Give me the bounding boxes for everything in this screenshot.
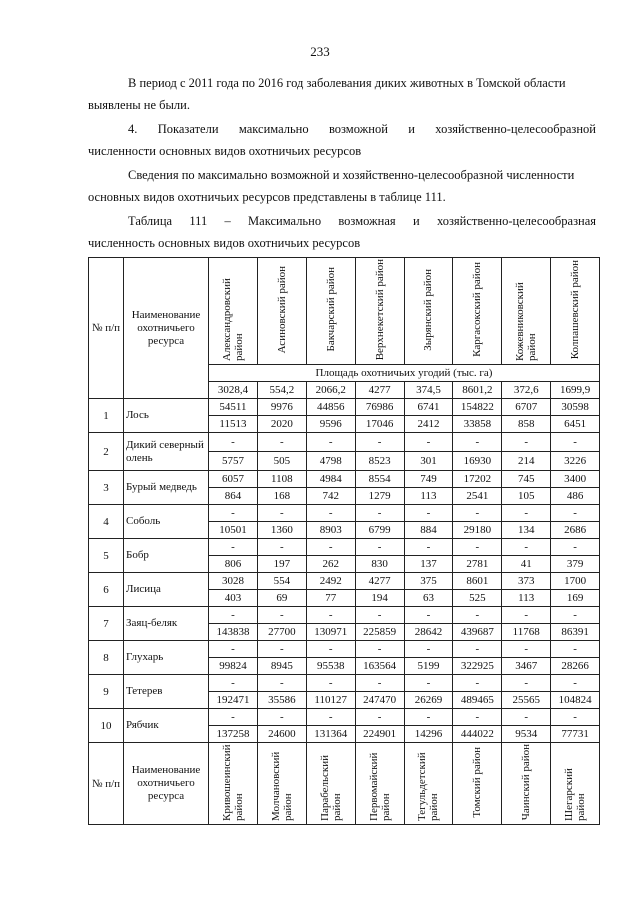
max-value-cell: - xyxy=(306,709,355,726)
table-row xyxy=(89,607,600,624)
resource-name: Заяц-беляк xyxy=(124,607,209,641)
eco-value-cell: 505 xyxy=(257,452,306,471)
eco-value-cell: 10501 xyxy=(209,522,258,539)
eco-value-cell: 1360 xyxy=(257,522,306,539)
table-row xyxy=(89,539,600,556)
resource-name: Бобр xyxy=(124,539,209,573)
eco-value-cell: 77 xyxy=(306,590,355,607)
district-header xyxy=(502,258,551,365)
eco-value-cell: 134 xyxy=(502,522,551,539)
max-value-cell: 54511 xyxy=(209,399,258,416)
eco-value-cell: 69 xyxy=(257,590,306,607)
row-number: 9 xyxy=(89,675,124,709)
eco-value-cell: 225859 xyxy=(355,624,404,641)
eco-value-cell: 29180 xyxy=(453,522,502,539)
max-value-cell: - xyxy=(209,607,258,624)
eco-value-cell: 28642 xyxy=(404,624,453,641)
eco-value-cell: 25565 xyxy=(502,692,551,709)
eco-value-cell: 163564 xyxy=(355,658,404,675)
eco-value-cell: 806 xyxy=(209,556,258,573)
eco-value-cell: 11768 xyxy=(502,624,551,641)
max-value-cell: 745 xyxy=(502,471,551,488)
max-value-cell: - xyxy=(355,607,404,624)
eco-value-cell: 486 xyxy=(551,488,600,505)
eco-value-cell: 830 xyxy=(355,556,404,573)
max-value-cell: - xyxy=(306,433,355,452)
max-value-cell: - xyxy=(551,433,600,452)
max-value-cell: - xyxy=(306,539,355,556)
district-name: Бакчарский район xyxy=(324,267,337,352)
area-label: Площадь охотничьих угодий (тыс. га) xyxy=(209,365,600,382)
num-header-repeat: № п/п xyxy=(89,743,124,825)
district-name: Кривошеинский район xyxy=(220,744,245,821)
paragraph-1-line-2: выявлены не были. xyxy=(88,98,190,112)
district-name: Колпашевский район xyxy=(569,259,582,360)
eco-value-cell: 99824 xyxy=(209,658,258,675)
resource-name: Рябчик xyxy=(124,709,209,743)
eco-value-cell: 4798 xyxy=(306,452,355,471)
max-value-cell: 1700 xyxy=(551,573,600,590)
eco-value-cell: 525 xyxy=(453,590,502,607)
eco-value-cell: 224901 xyxy=(355,726,404,743)
max-value-cell: - xyxy=(404,675,453,692)
max-value-cell: - xyxy=(453,675,502,692)
max-value-cell: - xyxy=(404,607,453,624)
max-value-cell: - xyxy=(257,607,306,624)
max-value-cell: - xyxy=(502,709,551,726)
max-value-cell: - xyxy=(453,607,502,624)
area-value: 1699,9 xyxy=(551,382,600,399)
max-value-cell: - xyxy=(551,675,600,692)
name-header-repeat: Наименование охотничьего ресурса xyxy=(124,743,209,825)
paragraph-3-line-2: основных видов охотничьих ресурсов представлены в таблице 111. xyxy=(88,190,446,204)
row-number: 8 xyxy=(89,641,124,675)
eco-value-cell: 113 xyxy=(502,590,551,607)
eco-value-cell: 403 xyxy=(209,590,258,607)
district-header xyxy=(209,258,258,365)
area-value: 372,6 xyxy=(502,382,551,399)
eco-value-cell: 24600 xyxy=(257,726,306,743)
table-row xyxy=(89,709,600,726)
max-value-cell: 6707 xyxy=(502,399,551,416)
table-row xyxy=(89,399,600,416)
eco-value-cell: 28266 xyxy=(551,658,600,675)
num-header: № п/п xyxy=(89,258,124,399)
eco-value-cell: 104824 xyxy=(551,692,600,709)
max-value-cell: - xyxy=(453,433,502,452)
eco-value-cell: 864 xyxy=(209,488,258,505)
paragraph-3-line-1: Сведения по максимально возможной и хозяйственно-целесообразной численности xyxy=(128,168,575,182)
max-value-cell: 4984 xyxy=(306,471,355,488)
eco-value-cell: 11513 xyxy=(209,416,258,433)
max-value-cell: - xyxy=(355,675,404,692)
max-value-cell: 30598 xyxy=(551,399,600,416)
eco-value-cell: 86391 xyxy=(551,624,600,641)
district-header xyxy=(453,258,502,365)
resource-name: Тетерев xyxy=(124,675,209,709)
page-number: 233 xyxy=(310,44,330,59)
footer-district-header xyxy=(257,743,306,825)
paragraph-2-line-2: численности основных видов охотничьих ресурсов xyxy=(88,144,362,158)
max-value-cell: - xyxy=(257,505,306,522)
district-name: Шегарский район xyxy=(563,768,588,821)
area-value: 2066,2 xyxy=(306,382,355,399)
eco-value-cell: 8903 xyxy=(306,522,355,539)
max-value-cell: - xyxy=(257,433,306,452)
eco-value-cell: 884 xyxy=(404,522,453,539)
footer-district-header xyxy=(404,743,453,825)
max-value-cell: - xyxy=(502,641,551,658)
max-value-cell: - xyxy=(502,505,551,522)
paragraph-2-line-1: 4. Показатели максимально возможной и хозяйственно-целесообразной xyxy=(128,122,596,136)
eco-value-cell: 17046 xyxy=(355,416,404,433)
max-value-cell: 9976 xyxy=(257,399,306,416)
max-value-cell: - xyxy=(502,539,551,556)
eco-value-cell: 439687 xyxy=(453,624,502,641)
max-value-cell: 6057 xyxy=(209,471,258,488)
area-value: 4277 xyxy=(355,382,404,399)
max-value-cell: - xyxy=(453,505,502,522)
row-number: 4 xyxy=(89,505,124,539)
eco-value-cell: 168 xyxy=(257,488,306,505)
name-header: Наименование охотничьего ресурса xyxy=(124,258,209,399)
district-name: Томский район xyxy=(471,746,484,818)
eco-value-cell: 8523 xyxy=(355,452,404,471)
district-header xyxy=(306,258,355,365)
district-name: Молчановский район xyxy=(269,751,294,821)
area-value: 374,5 xyxy=(404,382,453,399)
eco-value-cell: 322925 xyxy=(453,658,502,675)
max-value-cell: - xyxy=(257,539,306,556)
footer-district-header xyxy=(453,743,502,825)
max-value-cell: - xyxy=(502,433,551,452)
max-value-cell: - xyxy=(551,641,600,658)
max-value-cell: - xyxy=(355,505,404,522)
max-value-cell: - xyxy=(355,641,404,658)
district-name: Чаинский район xyxy=(520,743,533,821)
district-header xyxy=(355,258,404,365)
eco-value-cell: 192471 xyxy=(209,692,258,709)
area-value: 554,2 xyxy=(257,382,306,399)
eco-value-cell: 9534 xyxy=(502,726,551,743)
eco-value-cell: 247470 xyxy=(355,692,404,709)
max-value-cell: 154822 xyxy=(453,399,502,416)
max-value-cell: - xyxy=(209,641,258,658)
eco-value-cell: 379 xyxy=(551,556,600,573)
max-value-cell: 6741 xyxy=(404,399,453,416)
district-name: Первомайский район xyxy=(367,752,392,821)
district-header xyxy=(551,258,600,365)
eco-value-cell: 95538 xyxy=(306,658,355,675)
eco-value-cell: 858 xyxy=(502,416,551,433)
resource-name: Лось xyxy=(124,399,209,433)
max-value-cell: - xyxy=(306,675,355,692)
max-value-cell: - xyxy=(209,539,258,556)
max-value-cell: - xyxy=(404,539,453,556)
eco-value-cell: 742 xyxy=(306,488,355,505)
district-name: Кожевниковский район xyxy=(514,281,539,361)
eco-value-cell: 5757 xyxy=(209,452,258,471)
max-value-cell: 76986 xyxy=(355,399,404,416)
max-value-cell: - xyxy=(551,505,600,522)
paragraph-1-line-1: В период с 2011 года по 2016 год заболевания диких животных в Томской области xyxy=(128,76,566,90)
eco-value-cell: 9596 xyxy=(306,416,355,433)
max-value-cell: 3028 xyxy=(209,573,258,590)
district-name: Александровский район xyxy=(220,277,245,361)
eco-value-cell: 194 xyxy=(355,590,404,607)
row-number: 6 xyxy=(89,573,124,607)
max-value-cell: 17202 xyxy=(453,471,502,488)
eco-value-cell: 214 xyxy=(502,452,551,471)
resource-name: Дикий северный олень xyxy=(124,433,209,471)
footer-district-header xyxy=(551,743,600,825)
eco-value-cell: 26269 xyxy=(404,692,453,709)
district-name: Каргасокский район xyxy=(471,262,484,357)
max-value-cell: - xyxy=(502,675,551,692)
max-value-cell: 1108 xyxy=(257,471,306,488)
area-value: 3028,4 xyxy=(209,382,258,399)
max-value-cell: - xyxy=(404,433,453,452)
max-value-cell: - xyxy=(551,539,600,556)
footer-district-header xyxy=(306,743,355,825)
table-row xyxy=(89,641,600,658)
wildlife-population-table xyxy=(88,257,600,825)
eco-value-cell: 2781 xyxy=(453,556,502,573)
eco-value-cell: 6799 xyxy=(355,522,404,539)
max-value-cell: - xyxy=(257,675,306,692)
district-name: Асиновский район xyxy=(275,265,288,354)
max-value-cell: - xyxy=(502,607,551,624)
district-header xyxy=(404,258,453,365)
eco-value-cell: 110127 xyxy=(306,692,355,709)
max-value-cell: - xyxy=(404,641,453,658)
eco-value-cell: 8945 xyxy=(257,658,306,675)
footer-district-header xyxy=(502,743,551,825)
max-value-cell: - xyxy=(306,641,355,658)
area-value: 8601,2 xyxy=(453,382,502,399)
max-value-cell: 3400 xyxy=(551,471,600,488)
district-header xyxy=(257,258,306,365)
eco-value-cell: 444022 xyxy=(453,726,502,743)
table-footer-header-row xyxy=(89,743,600,825)
eco-value-cell: 143838 xyxy=(209,624,258,641)
resource-name: Соболь xyxy=(124,505,209,539)
eco-value-cell: 63 xyxy=(404,590,453,607)
table-caption-line-1: Таблица 111 – Максимально возможная и хозяйственно-целесообразная xyxy=(128,214,596,228)
eco-value-cell: 489465 xyxy=(453,692,502,709)
table-row xyxy=(89,675,600,692)
max-value-cell: - xyxy=(453,641,502,658)
footer-district-header xyxy=(209,743,258,825)
row-number: 1 xyxy=(89,399,124,433)
eco-value-cell: 2020 xyxy=(257,416,306,433)
max-value-cell: - xyxy=(404,709,453,726)
eco-value-cell: 41 xyxy=(502,556,551,573)
max-value-cell: - xyxy=(209,709,258,726)
max-value-cell: - xyxy=(257,641,306,658)
district-name: Верхнекетский район xyxy=(373,258,386,361)
table-row xyxy=(89,573,600,590)
max-value-cell: - xyxy=(355,539,404,556)
eco-value-cell: 2541 xyxy=(453,488,502,505)
eco-value-cell: 113 xyxy=(404,488,453,505)
max-value-cell: - xyxy=(306,505,355,522)
max-value-cell: 373 xyxy=(502,573,551,590)
eco-value-cell: 105 xyxy=(502,488,551,505)
max-value-cell: - xyxy=(209,675,258,692)
eco-value-cell: 130971 xyxy=(306,624,355,641)
max-value-cell: 375 xyxy=(404,573,453,590)
eco-value-cell: 16930 xyxy=(453,452,502,471)
max-value-cell: - xyxy=(551,709,600,726)
max-value-cell: - xyxy=(306,607,355,624)
row-number: 2 xyxy=(89,433,124,471)
district-name: Зырянский район xyxy=(422,268,435,351)
eco-value-cell: 2412 xyxy=(404,416,453,433)
district-name: Тегульдетский район xyxy=(416,752,441,821)
eco-value-cell: 77731 xyxy=(551,726,600,743)
resource-name: Лисица xyxy=(124,573,209,607)
max-value-cell: 554 xyxy=(257,573,306,590)
max-value-cell: 8554 xyxy=(355,471,404,488)
max-value-cell: - xyxy=(551,607,600,624)
district-name: Парабельский район xyxy=(318,754,343,821)
table-row xyxy=(89,471,600,488)
eco-value-cell: 131364 xyxy=(306,726,355,743)
eco-value-cell: 35586 xyxy=(257,692,306,709)
row-number: 10 xyxy=(89,709,124,743)
eco-value-cell: 3467 xyxy=(502,658,551,675)
resource-name: Глухарь xyxy=(124,641,209,675)
eco-value-cell: 3226 xyxy=(551,452,600,471)
eco-value-cell: 137 xyxy=(404,556,453,573)
max-value-cell: - xyxy=(355,709,404,726)
eco-value-cell: 33858 xyxy=(453,416,502,433)
eco-value-cell: 301 xyxy=(404,452,453,471)
eco-value-cell: 2686 xyxy=(551,522,600,539)
eco-value-cell: 27700 xyxy=(257,624,306,641)
row-number: 7 xyxy=(89,607,124,641)
max-value-cell: - xyxy=(404,505,453,522)
eco-value-cell: 137258 xyxy=(209,726,258,743)
footer-district-header xyxy=(355,743,404,825)
max-value-cell: 44856 xyxy=(306,399,355,416)
table-row xyxy=(89,505,600,522)
eco-value-cell: 262 xyxy=(306,556,355,573)
eco-value-cell: 1279 xyxy=(355,488,404,505)
table-row xyxy=(89,433,600,452)
max-value-cell: - xyxy=(453,539,502,556)
resource-name: Бурый медведь xyxy=(124,471,209,505)
eco-value-cell: 169 xyxy=(551,590,600,607)
max-value-cell: - xyxy=(355,433,404,452)
max-value-cell: - xyxy=(257,709,306,726)
max-value-cell: 749 xyxy=(404,471,453,488)
max-value-cell: - xyxy=(209,433,258,452)
max-value-cell: 8601 xyxy=(453,573,502,590)
row-number: 5 xyxy=(89,539,124,573)
table-header-row xyxy=(89,258,600,365)
eco-value-cell: 5199 xyxy=(404,658,453,675)
max-value-cell: - xyxy=(209,505,258,522)
eco-value-cell: 197 xyxy=(257,556,306,573)
max-value-cell: 2492 xyxy=(306,573,355,590)
row-number: 3 xyxy=(89,471,124,505)
max-value-cell: 4277 xyxy=(355,573,404,590)
table-caption-line-2: численность основных видов охотничьих ресурсов xyxy=(88,236,361,250)
max-value-cell: - xyxy=(453,709,502,726)
eco-value-cell: 6451 xyxy=(551,416,600,433)
eco-value-cell: 14296 xyxy=(404,726,453,743)
